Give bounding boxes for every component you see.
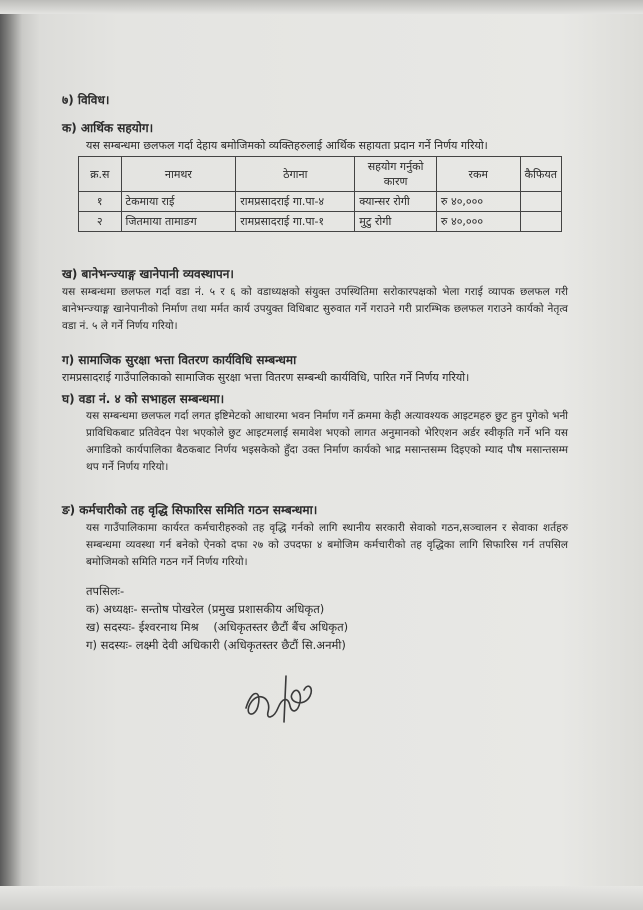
- table-cell: रामप्रसादराई गा.पा-४: [236, 192, 355, 212]
- table-cell: १: [79, 192, 122, 212]
- member-item: क) अध्यक्षः- सन्तोष पोखरेल (प्रमुख प्रशासकीय अधिकृत): [86, 602, 325, 616]
- table-header-row: [79, 157, 562, 192]
- gha-body: यस सम्बन्धमा छलफल गर्दा लगत इष्टिमेटको आधारमा भवन निर्माण गर्ने क्रममा केही अत्यावश्यक आइटमहरु छुट हुन पुगेको भनी प्राविधिकबाट प्रतिवेदन पेश भएकोले छुट आइटमलाई समावेश भएको लागत अनुमानको भेरिएशन अर्डर स्वीकृति गर्ने भनि यस अगाडिको कार्यपालिका बैठकबाट निर्णय भइसकेको हुँदा उक्त निर्माण कार्यको भाद्र मसान्तसम्म दिइएको म्याद पौष मसान्तसम्म थप गर्ने निर्णय गरियो।: [86, 410, 568, 473]
- ga-body: रामप्रसादराई गाउँपालिकाको सामाजिक सुरक्षा भत्ता वितरण सम्बन्धी कार्यविधि, पारित गर्ने निर्णय गरियो।: [62, 371, 470, 384]
- table-cell: टेकमाया राई: [121, 192, 236, 212]
- col-header: क्र.स: [79, 157, 122, 192]
- subheading-kha: ख) बानेभन्ज्याङ्ग खानेपानी व्यवस्थापन।: [62, 267, 234, 281]
- col-header: सहयोग गर्नुको कारण: [355, 157, 437, 192]
- table-cell: रामप्रसादराई गा.पा-१: [236, 212, 355, 232]
- aid-table: [78, 156, 562, 232]
- signature-image: [238, 668, 328, 728]
- table-cell: रु ४०,०००: [436, 212, 520, 232]
- table-cell: [520, 212, 561, 232]
- tapasil-label: तपसिलः-: [86, 584, 125, 598]
- kha-body: यस सम्बन्धमा छलफल गर्दा वडा नं. ५ र ६ को वडाध्यक्षको संयुक्त उपस्थितिमा सरोकारपक्षको भेला गराई व्यापक छलफल गरी बानेभन्ज्याङ्ग खानेपानीको निर्माण तथा मर्मत कार्य उपयुक्त विधिबाट सुरुवात गर्ने गराउने गरी प्रारम्भिक छलफल गराउने कार्यको नेतृत्व वडा नं. ५ ले गर्ने निर्णय गरियो।: [62, 286, 568, 332]
- table-cell: क्यान्सर रोगी: [355, 192, 437, 212]
- table-cell: २: [79, 212, 122, 232]
- table-cell: जितमाया तामाङग: [121, 212, 236, 232]
- col-header: नामथर: [121, 157, 236, 192]
- table-row: [79, 192, 562, 212]
- subheading-ga: ग) सामाजिक सुरक्षा भत्ता वितरण कार्यविधि सम्बन्धमा: [62, 353, 297, 367]
- table-row: [79, 212, 562, 232]
- table-cell: मुटु रोगी: [355, 212, 437, 232]
- table-cell: [520, 192, 561, 212]
- intro-text: यस सम्बन्धमा छलफल गर्दा देहाय बमोजिमको व्यक्तिहरुलाई आर्थिक सहायता प्रदान गर्ने निर्णय गरियो।: [86, 139, 488, 152]
- col-header: कैफियत: [520, 157, 561, 192]
- subheading-nga: ङ) कर्मचारीको तह वृद्धि सिफारिस समिति गठन सम्बन्धमा।: [62, 503, 318, 517]
- section-heading: ७) विविध।: [62, 93, 110, 107]
- member-item: ग) सदस्यः- लक्ष्मी देवी अधिकारी (अधिकृतस्तर छैटौं सि.अनमी): [86, 638, 346, 652]
- col-header: रकम: [436, 157, 520, 192]
- nga-body: यस गाउँपालिकामा कार्यरत कर्मचारीहरुको तह वृद्धि गर्नको लागि स्थानीय सरकारी सेवाको गठन,सञ्चालन र सेवाका शर्तहरु सम्बन्धमा व्यवस्था गर्न बनेको ऐनको दफा २७ को उपदफा ४ बमोजिम कर्मचारीको तह वृद्धिका लागि सिफारिस गर्न तपसिल बमोजिमको समिति गठन गर्ने निर्णय गरियो।: [86, 522, 568, 568]
- subheading-ka: क) आर्थिक सहयोग।: [62, 121, 154, 135]
- col-header: ठेगाना: [236, 157, 355, 192]
- member-item: ख) सदस्यः- ईश्वरनाथ मिश्र (अधिकृतस्तर छैटौं बैंच अधिकृत): [86, 620, 349, 634]
- table-cell: रु ४०,०००: [436, 192, 520, 212]
- subheading-gha: घ) वडा नं. ४ को सभाहल सम्बन्धमा।: [62, 392, 225, 406]
